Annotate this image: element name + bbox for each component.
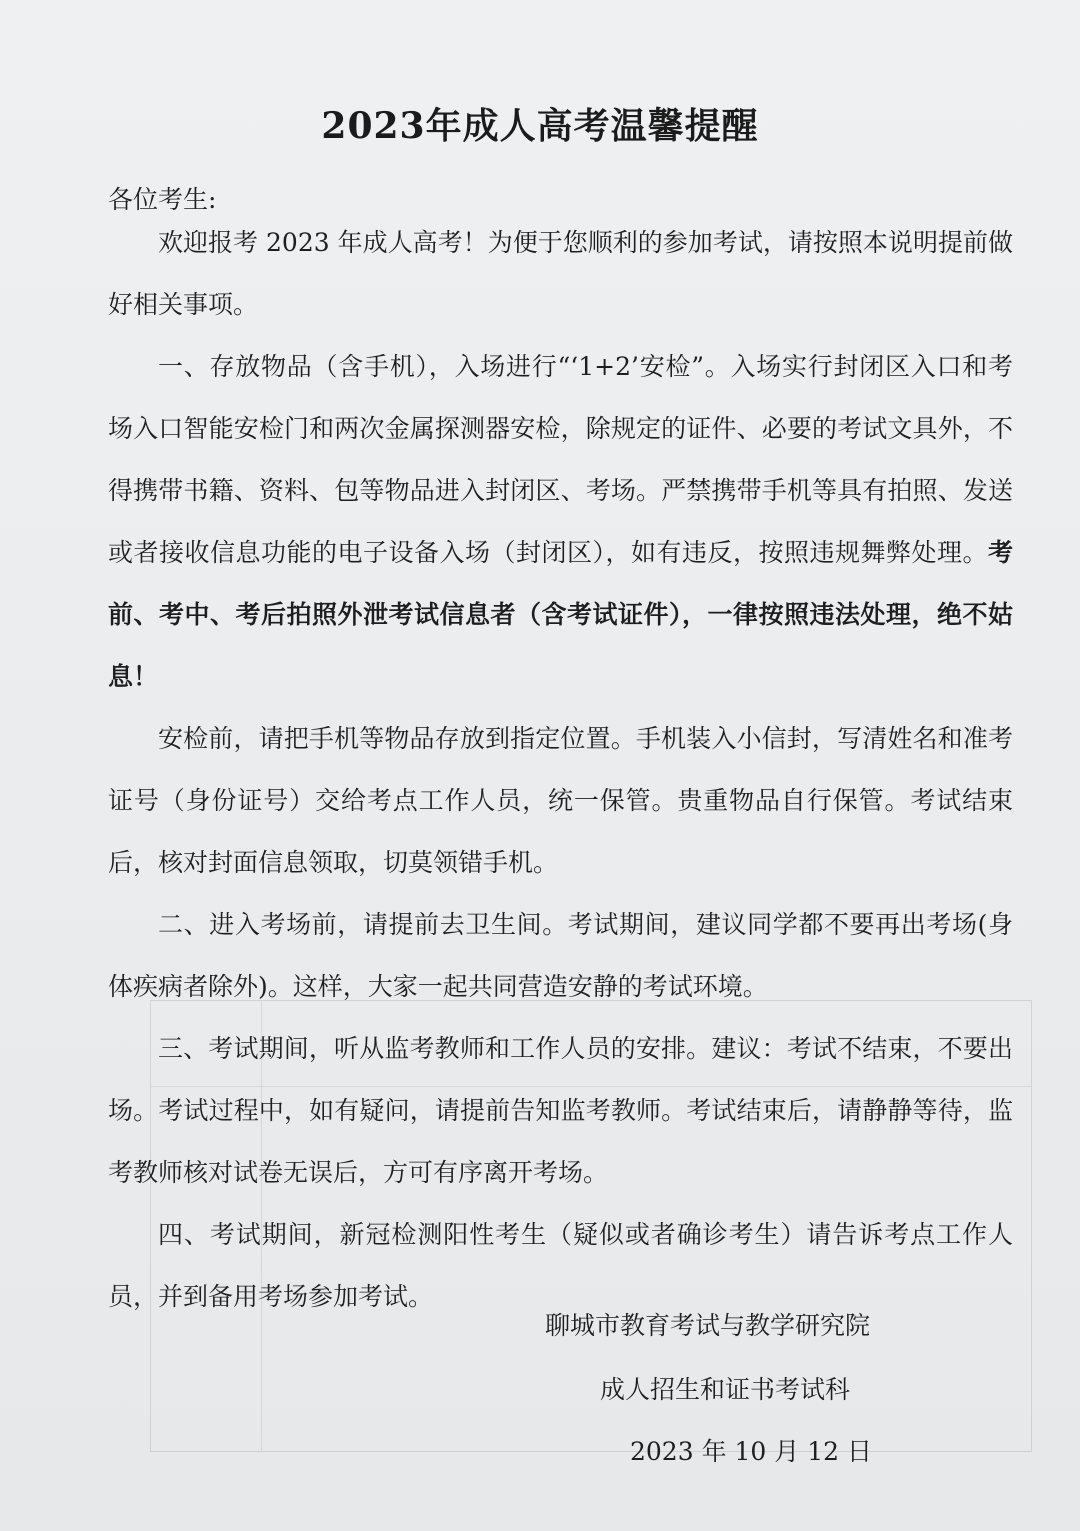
paragraph-intro: 欢迎报考 2023 年成人高考！为便于您顺利的参加考试，请按照本说明提前做好相关事项。 bbox=[108, 228, 1013, 319]
document-body bbox=[108, 212, 1013, 1328]
document-title: 2023年成人高考温馨提醒 bbox=[321, 105, 759, 147]
paragraph-1-text: 一、存放物品（含手机），入场进行“‘1+2’安检”。入场实行封闭区入口和考场入口智能安检门和两次金属探测器安检，除规定的证件、必要的考试文具外，不得携带书籍、资料、包等物品进入封闭区、考场。严禁携带手机等具有拍照、发送或者接收信息功能的电子设备入场（封闭区），如有违反，按照违规舞弊处理。 bbox=[108, 352, 1013, 567]
paragraph-phone-storage: 安检前，请把手机等物品存放到指定位置。手机装入小信封，写清姓名和准考证号（身份证号）交给考点工作人员，统一保管。贵重物品自行保管。考试结束后，核对封面信息领取，切莫领错手机。 bbox=[108, 724, 1013, 877]
signature-org: 聊城市教育考试与教学研究院 bbox=[545, 1311, 871, 1340]
signature-date: 2023 年 10 月 12 日 bbox=[630, 1437, 872, 1466]
paragraph-3: 三、考试期间，听从监考教师和工作人员的安排。建议：考试不结束，不要出场。考试过程中，如有疑问，请提前告知监考教师。考试结束后，请静静等待，监考教师核对试卷无误后，方可有序离开考场。 bbox=[108, 1034, 1013, 1187]
paragraph-1-warning: 考前、考中、考后拍照外泄考试信息者（含考试证件），一律按照违法处理，绝不姑息！ bbox=[108, 538, 1013, 691]
salutation: 各位考生: bbox=[108, 185, 217, 214]
paragraph-4: 四、考试期间，新冠检测阳性考生（疑似或者确诊考生）请告诉考点工作人员，并到备用考场参加考试。 bbox=[108, 1220, 1013, 1311]
paragraph-2: 二、进入考场前，请提前去卫生间。考试期间，建议同学都不要再出考场(身体疾病者除外)。这样，大家一起共同营造安静的考试环境。 bbox=[108, 910, 1013, 1001]
paragraph-1 bbox=[108, 336, 1013, 708]
signature-dept: 成人招生和证书考试科 bbox=[600, 1375, 851, 1404]
